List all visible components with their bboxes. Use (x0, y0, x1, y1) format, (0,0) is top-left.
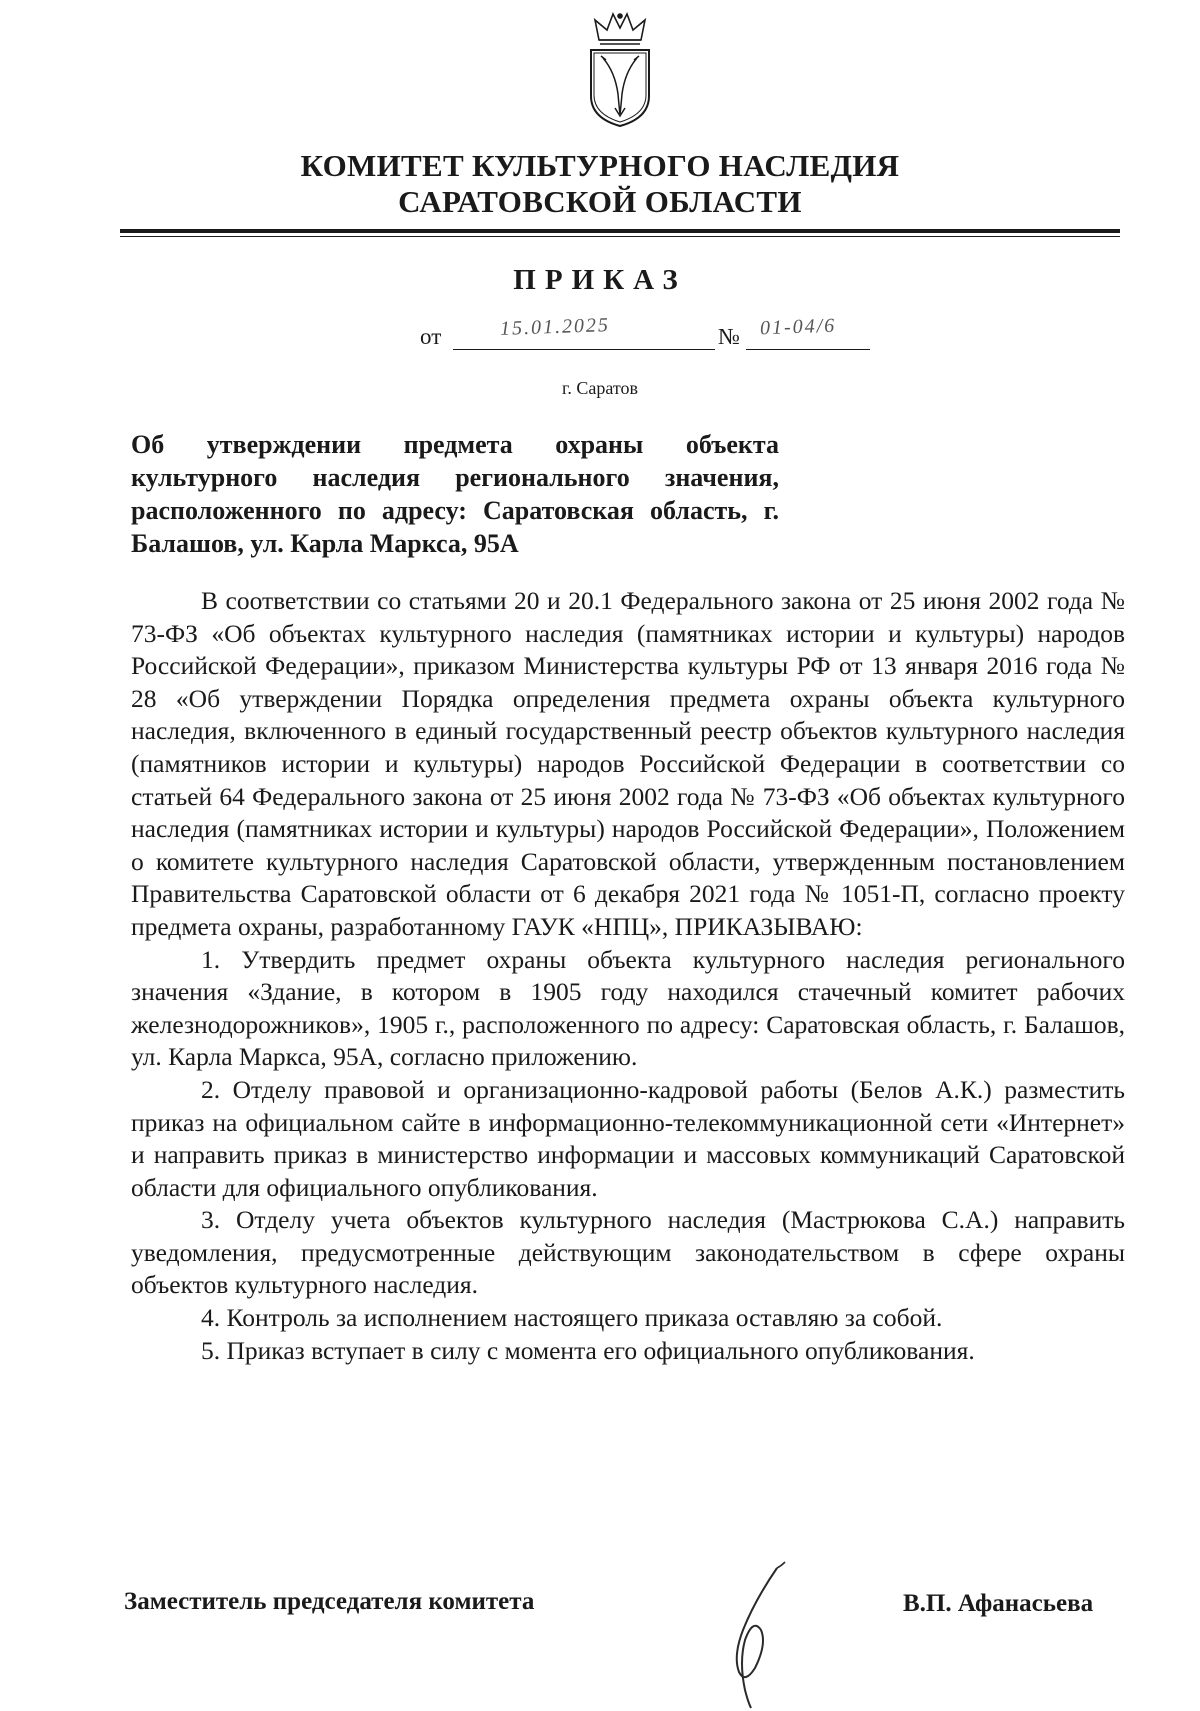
date-number-line (420, 314, 1120, 352)
city: г. Саратов (562, 378, 638, 398)
signatory-title: Заместитель председателя комитета (124, 1588, 535, 1615)
order-item: 2. Отделу правовой и организационно-кадровой работы (Белов А.К.) разместить приказ на официальном сайте в информационно-телекоммуникационной сети «Интернет» и направить приказ в министерство информации и массовых коммуникаций Саратовской области для официального опубликования. (131, 1074, 1125, 1202)
header-rule-thick (120, 229, 1120, 233)
preamble-paragraph: В соответствии со статьями 20 и 20.1 Федерального закона от 25 июня 2002 года № 73-ФЗ «Об объектах культурного наследия (памятниках истории и культуры) народов Российской Федерации», приказом Министерства культуры РФ от 13 января 2016 года № 28 «Об утверждении Порядка определения предмета охраны объекта культурного наследия, включенного в единый государственный реестр объектов культурного наследия (памятников истории и культуры) народов Российской Федерации в соответствии со статьей 64 Федерального закона от 25 июня 2002 года № 73-ФЗ «Об объектах культурного наследия (памятниках истории и культуры) народов Российской Федерации», Положением о комитете культурного наследия Саратовской области, утвержденным постановлением Правительства Саратовской области от 6 декабря 2021 года № 1051-П, согласно проекту предмета охраны, разработанному ГАУК «НПЦ», ПРИКАЗЫВАЮ: (131, 586, 1125, 941)
order-item: 1. Утвердить предмет охраны объекта культурного наследия регионального значения «Здание, в котором в 1905 году находился стачечный комитет рабочих железнодорожников», 1905 г., расположенного по адресу: Саратовская область, г. Балашов, ул. Карла Маркса, 95А, согласно приложению. (131, 944, 1125, 1072)
handwritten-signature-icon (715, 1560, 805, 1710)
document-body (131, 585, 1125, 1367)
coat-of-arms-icon (585, 10, 655, 128)
organization-name-line2: САРАТОВСКОЙ ОБЛАСТИ (398, 184, 802, 219)
order-item: 4. Контроль за исполнением настоящего приказа оставляю за собой. (201, 1303, 943, 1333)
date-underline (453, 349, 715, 350)
document-type: ПРИКАЗ (513, 264, 687, 296)
signatory-name: В.П. Афанасьева (903, 1590, 1094, 1617)
date-value: 15.01.2025 (499, 314, 611, 340)
organization-name (0, 148, 1200, 220)
header-rule-thin (120, 236, 1120, 237)
order-item: 5. Приказ вступает в силу с момента его официального опубликования. (201, 1335, 975, 1365)
number-label: № (718, 324, 740, 349)
number-underline (746, 349, 870, 350)
date-label: от (420, 324, 442, 349)
number-value: 01-04/6 (759, 314, 837, 340)
order-item: 3. Отделу учета объектов культурного наследия (Мастрюкова С.А.) направить уведомления, предусмотренные действующим законодательством в сфере охраны объектов культурного наследия. (131, 1205, 1125, 1300)
organization-name-line1: КОМИТЕТ КУЛЬТУРНОГО НАСЛЕДИЯ (300, 148, 900, 183)
document-subject: Об утверждении предмета охраны объекта культурного наследия регионального значения, расположенного по адресу: Саратовская область, г. Балашов, ул. Карла Маркса, 95А (131, 430, 779, 558)
